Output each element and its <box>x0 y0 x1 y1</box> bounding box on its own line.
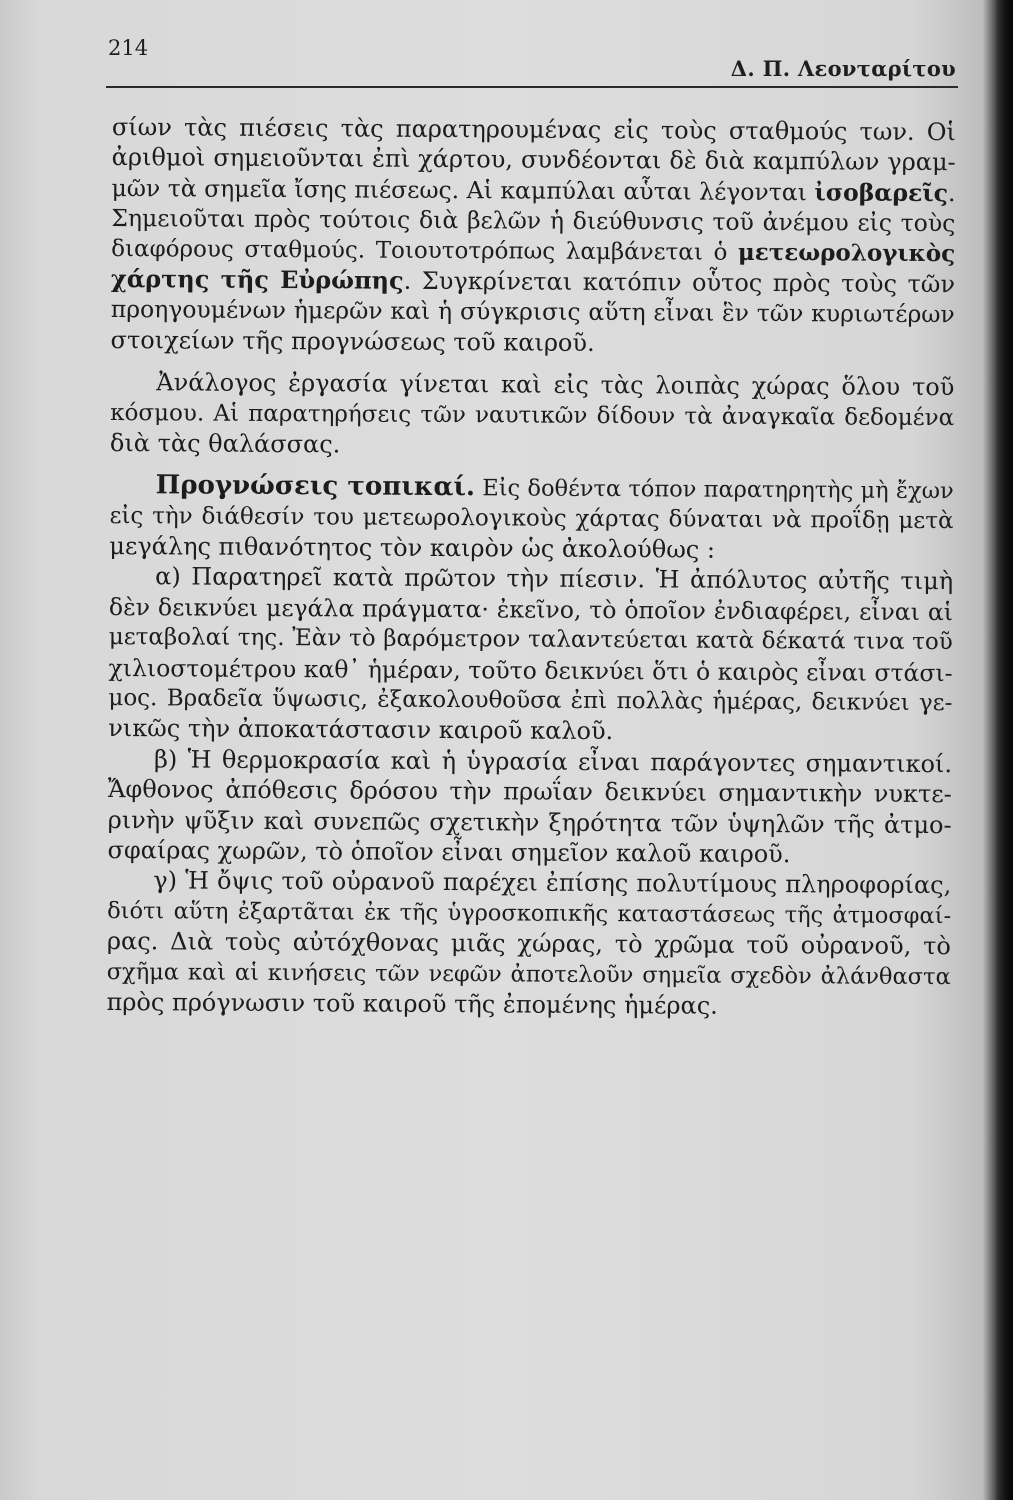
text-line: χιλιοστομέτρου καθ᾽ ἡμέραν, τοῦτο δεικνύει ὅτι ὁ καιρὸς εἶναι στάσι- <box>108 653 953 687</box>
text-line: σχῆμα καὶ αἱ κινήσεις τῶν νεφῶν ἀποτελοῦν σημεῖα σχεδὸν ἀλάνθαστα <box>106 958 951 990</box>
text-line: γ) Ἡ ὄψις τοῦ οὐρανοῦ παρέχει ἐπίσης πολυτίμους πληροφορίας, <box>153 866 952 900</box>
text-line: ρινὴν ψῦξιν καὶ συνεπῶς σχετικὴν ξηρότητα τῶν ὑψηλῶν τῆς ἀτμο- <box>107 805 952 839</box>
header-rule <box>106 86 958 88</box>
text-line: πρὸς πρόγνωσιν τοῦ καιροῦ τῆς ἐπομένης ἡμέρας. <box>106 987 718 1020</box>
text-line: προηγουμένων ἡμερῶν καὶ ἡ σύγκρισις αὕτη εἶναι ἓν τῶν κυριωτέρων <box>110 295 955 329</box>
text-line: κόσμου. Αἱ παρατηρήσεις τῶν ναυτικῶν δίδουν τὰ ἀναγκαῖα δεδομένα <box>110 399 955 431</box>
body-text <box>106 112 956 1022</box>
text-span: μῶν τὰ σημεῖα ἴσης πιέσεως. Αἱ καμπύλαι αὗται λέγονται <box>111 173 807 207</box>
text-line: ἀριθμοὶ σημειοῦνται ἐπὶ χάρτου, συνδέονται δὲ διὰ καμπύλων γραμ- <box>111 143 956 177</box>
running-head-author: Δ. Π. Λεονταρίτου <box>730 56 956 81</box>
text-line: διὰ τὰς θαλάσσας. <box>109 428 341 459</box>
text-line: α) Παρατηρεῖ κατὰ πρῶτον τὴν πίεσιν. Ἡ ἀπόλυτος αὐτῆς τιμὴ <box>155 562 954 596</box>
term-meteorological: μετεωρολογικὸς <box>737 238 956 267</box>
text-line: Ἄφθονος ἀπόθεσις δρόσου τὴν πρωΐαν δεικνύει σημαντικὴν νυκτε- <box>107 775 952 809</box>
term-map-of-europe: χάρτης τῆς Εὐρώπης <box>110 263 404 295</box>
text-span: . Συγκρίνεται κατόπιν οὗτος πρὸς τοὺς τῶν <box>403 266 956 299</box>
text-line <box>110 470 954 506</box>
term-isobars: ἰσοβαρεῖς <box>814 178 949 207</box>
text-line: μος. Βραδεῖα ὕψωσις, ἐξακολουθοῦσα ἐπὶ πολλὰς ἡμέρας, δεικνύει γε- <box>108 685 953 717</box>
section-heading: Προγνώσεις τοπικαί. <box>155 470 476 503</box>
text-line: β) Ἡ θερμοκρασία καὶ ἡ ὑγρασία εἶναι παράγοντες σημαντικοί. <box>153 745 953 778</box>
text-span: Εἰς δοθέντα τόπον παρατηρητὴς μὴ ἔχων <box>482 475 954 505</box>
text-span: . <box>947 178 956 207</box>
page-number: 214 <box>108 36 149 60</box>
page-header <box>108 36 956 86</box>
text-line: μεταβολαί της. Ἐὰν τὸ βαρόμετρον ταλαντεύεται κατὰ δέκατά τινα τοῦ <box>108 624 953 656</box>
text-line: σφαίρας χωρῶν, τὸ ὁποῖον εἶναι σημεῖον καλοῦ καιροῦ. <box>107 835 791 869</box>
text-line: δὲν δεικνύει μεγάλα πράγματα· ἐκεῖνο, τὸ ὁποῖον ἐνδιαφέρει, εἶναι αἱ <box>108 592 954 627</box>
text-line: διότι αὕτη ἐξαρτᾶται ἐκ τῆς ὑγροσκοπικῆς καταστάσεως τῆς ἀτμοσφαί- <box>107 897 952 929</box>
text-span: διαφόρους σταθμούς. Τοιουτοτρόπως λαμβάνεται ὁ <box>111 235 728 266</box>
text-line: στοιχείων τῆς προγνώσεως τοῦ καιροῦ. <box>110 325 595 357</box>
text-line: Ἀνάλογος ἐργασία γίνεται καὶ εἰς τὰς λοιπὰς χώρας ὅλου τοῦ <box>156 368 955 402</box>
text-line: εἰς τὴν διάθεσίν του μετεωρολογικοὺς χάρτας δύναται νὰ προΐδῃ μετὰ <box>109 502 954 534</box>
text-line: ρας. Διὰ τοὺς αὐτόχθονας μιᾶς χώρας, τὸ χρῶμα τοῦ οὐρανοῦ, τὸ <box>106 927 952 961</box>
page-edge-shadow <box>995 0 1013 1500</box>
text-line: μεγάλης πιθανότητος τὸν καιρὸν ὡς ἀκολούθως : <box>109 532 716 564</box>
text-line: σίων τὰς πιέσεις τὰς παρατηρουμένας εἰς τοὺς σταθμούς των. Οἱ <box>111 112 956 147</box>
text-line: νικῶς τὴν ἀποκατάστασιν καιροῦ καλοῦ. <box>108 714 614 746</box>
text-line: Σημειοῦται πρὸς τούτοις διὰ βελῶν ἡ διεύθυνσις τοῦ ἀνέμου εἰς τοὺς <box>111 204 956 238</box>
